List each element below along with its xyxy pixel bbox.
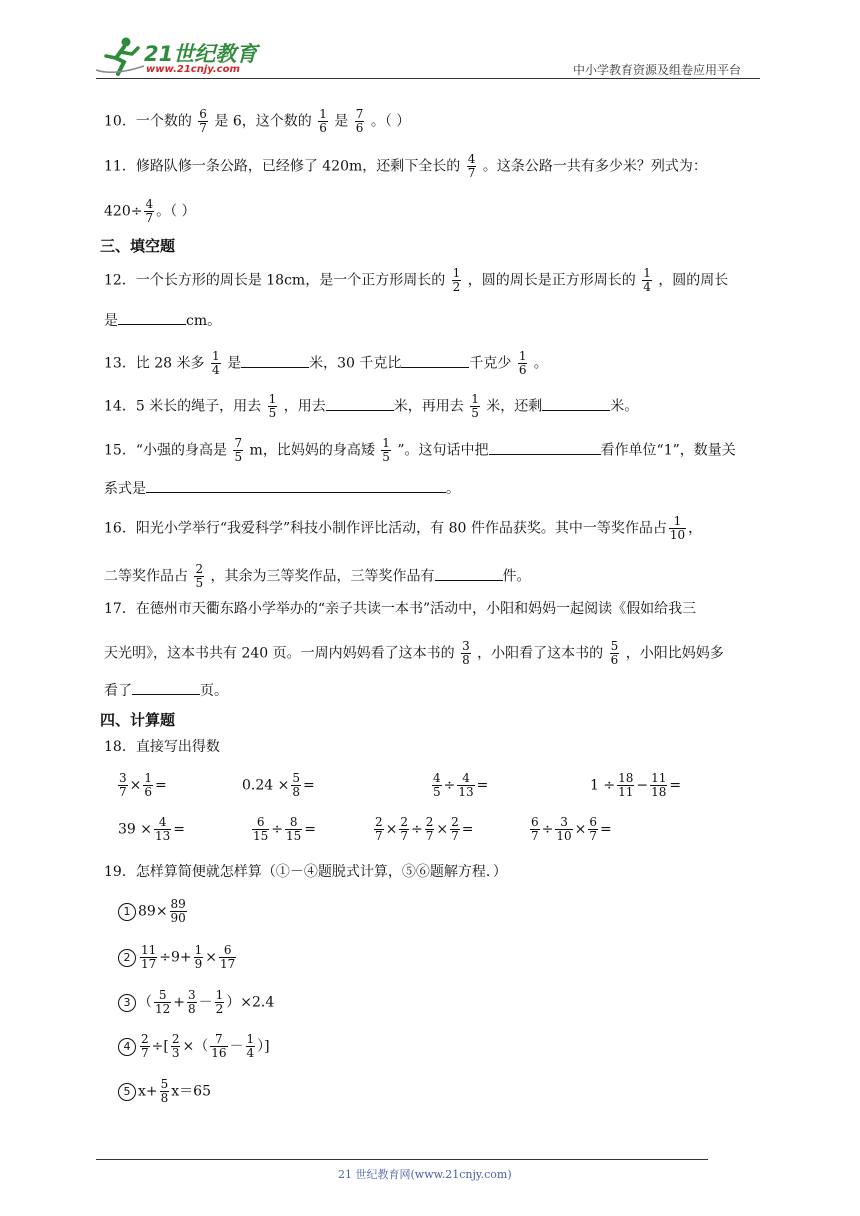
numerator: 2 [425, 815, 434, 829]
denominator: 8 [292, 785, 300, 799]
text-segment: ÷ [541, 821, 554, 838]
equation-item-5 [118, 1078, 211, 1105]
fraction [355, 108, 365, 135]
text-segment: ÷[ [151, 1038, 169, 1055]
answer-blank[interactable] [118, 310, 186, 325]
fraction [285, 816, 302, 843]
numerator: 4 [467, 152, 476, 166]
text-segment: － [198, 994, 213, 1011]
text-segment: ÷ [411, 821, 423, 838]
text-segment: 5 米长的绳子，用去 [135, 398, 262, 415]
text-segment: ÷ [603, 777, 616, 794]
text-segment: ，小阳看了这本书的 [477, 645, 604, 662]
text-segment: 米。 [610, 398, 639, 415]
text-segment: x+ [138, 1083, 158, 1100]
logo-sub-text: www.21cnjy.com [146, 64, 240, 75]
numerator: 1 [673, 514, 682, 528]
fraction [650, 772, 667, 799]
denominator: 8 [462, 653, 470, 667]
denominator: 7 [119, 785, 127, 799]
text-segment: 页。 [200, 683, 228, 699]
numerator: 2 [171, 1032, 180, 1046]
fraction [432, 772, 442, 799]
fraction [642, 267, 652, 294]
numerator: 3 [119, 771, 127, 785]
q-num: 10． [104, 113, 136, 130]
circled-number: 2 [118, 949, 136, 967]
text-segment: = [461, 821, 474, 838]
text-segment: = [303, 777, 315, 794]
numerator: 89 [170, 897, 186, 911]
numerator: 3 [560, 815, 568, 829]
question-15-line2 [104, 478, 460, 499]
question-16 [104, 515, 702, 542]
answer-blank[interactable] [326, 396, 394, 411]
numerator: 1 [215, 988, 224, 1002]
text-segment: ”。这句话中把 [397, 442, 489, 459]
fraction [215, 989, 225, 1016]
numerator: 18 [618, 771, 634, 785]
question-14 [104, 393, 638, 420]
fraction [588, 816, 598, 843]
text-segment: 15． [104, 442, 136, 459]
numerator: 1 [471, 392, 479, 406]
numerator: 5 [160, 1077, 169, 1091]
fraction [399, 816, 409, 843]
text-segment: = [304, 821, 317, 838]
fraction [210, 1033, 227, 1060]
calc-item [372, 816, 474, 843]
numerator: 11 [651, 771, 667, 785]
calc-item [430, 772, 488, 799]
answer-blank[interactable] [146, 478, 446, 493]
text-segment: = [173, 821, 186, 838]
numerator: 7 [215, 1032, 223, 1046]
circled-number: 4 [118, 1038, 136, 1056]
logo [94, 36, 259, 80]
fraction [154, 989, 171, 1016]
text-segment: − [636, 777, 649, 794]
denominator: 18 [651, 785, 667, 799]
text-segment: × [140, 821, 153, 838]
numerator: 1 [144, 771, 153, 785]
numerator: 7 [355, 107, 364, 121]
text-segment: × [385, 821, 398, 838]
denominator: 5 [382, 450, 390, 464]
text-segment: 12． [104, 272, 136, 289]
denominator: 7 [531, 829, 539, 843]
text-segment: （ [138, 994, 152, 1011]
numerator: 4 [433, 771, 441, 785]
text-segment: 在德州市天衢东路小学举办的“亲子共读一本书”活动中，小阳和妈妈一起阅读《假如给我三 [135, 601, 697, 617]
denominator: 2 [215, 1002, 224, 1016]
text-segment: 1 [590, 777, 599, 794]
answer-blank[interactable] [401, 353, 469, 368]
numerator: 1 [643, 266, 651, 280]
denominator: 2 [452, 280, 461, 294]
fraction [211, 350, 221, 377]
fraction [318, 108, 328, 135]
calc-item [118, 816, 185, 843]
denominator: 5 [234, 450, 243, 464]
calc-item [116, 772, 167, 799]
denominator: 7 [425, 829, 434, 843]
numerator: 1 [452, 266, 461, 280]
text-segment: × [574, 821, 587, 838]
numerator: 5 [158, 988, 167, 1002]
text-segment: = [476, 777, 489, 794]
answer-bracket[interactable]: 。（ ） [156, 203, 196, 220]
denominator: 90 [170, 911, 186, 925]
text-segment: 米，还剩 [486, 398, 543, 415]
denominator: 6 [144, 785, 153, 799]
question-15 [104, 437, 736, 464]
numerator: 1 [212, 349, 220, 363]
text-segment: 。 [446, 481, 460, 497]
text-segment: 怎样算简便就怎样算（①－④题脱式计算，⑤⑥题解方程．） [135, 864, 507, 880]
text-segment: － [229, 1038, 244, 1055]
text-segment: 件。 [502, 568, 531, 585]
question-19 [104, 862, 507, 882]
fraction [555, 816, 572, 843]
text-segment: ，用去 [283, 398, 326, 415]
fraction [233, 437, 243, 464]
text-segment: ，小阳比妈妈多 [625, 645, 724, 662]
fraction [252, 816, 269, 843]
denominator: 10 [669, 528, 686, 542]
fraction [118, 772, 128, 799]
simplify-item-1 [118, 898, 189, 925]
fraction [144, 198, 154, 225]
simplify-item-3 [118, 989, 274, 1016]
text-segment: ，圆的周长是正方形周长的 [467, 272, 636, 289]
fraction [617, 772, 634, 799]
denominator: 8 [188, 1002, 196, 1016]
text-segment: 一个长方形的周长是 18cm，是一个正方形周长的 [135, 272, 446, 289]
numerator: 1 [518, 349, 527, 363]
text-segment: 系式是 [104, 481, 146, 497]
denominator: 3 [171, 1046, 180, 1060]
footer-rule [96, 1159, 708, 1160]
fraction [160, 1078, 170, 1105]
text-segment: 39 [118, 821, 136, 838]
logo-main-text: 21世纪教育 [144, 42, 258, 66]
fraction [518, 350, 528, 377]
text-segment: 16． [104, 520, 136, 537]
calc-item [590, 772, 681, 799]
numerator: 2 [451, 815, 459, 829]
denominator: 7 [141, 1046, 149, 1060]
fraction [669, 515, 686, 542]
text-segment: 0.24 [242, 777, 274, 794]
text-segment: x＝65 [171, 1083, 211, 1100]
denominator: 15 [286, 829, 302, 843]
calc-item [250, 816, 316, 843]
denominator: 4 [246, 1046, 255, 1060]
text-segment: 是 [104, 313, 118, 329]
denominator: 7 [451, 829, 459, 843]
denominator: 7 [467, 166, 476, 180]
numerator: 6 [256, 815, 265, 829]
numerator: 4 [145, 197, 154, 211]
text-segment: “小强的身高是 [135, 442, 227, 459]
fraction [219, 944, 236, 971]
numerator: 3 [188, 988, 196, 1002]
text-segment: ÷ [271, 821, 284, 838]
text-segment: 看了 [104, 683, 132, 699]
text-segment: 比 28 米多 [135, 355, 205, 372]
text-segment: m，比妈妈的身高矮 [249, 442, 375, 459]
text-segment: 看作单位“1”，数量关 [600, 442, 736, 459]
numerator: 6 [589, 815, 598, 829]
numerator: 4 [462, 771, 470, 785]
section-title-calculation: 四、计算题 [100, 711, 176, 729]
fraction [381, 437, 391, 464]
circled-number: 5 [118, 1083, 136, 1101]
text-segment: ，圆的周长 [658, 272, 729, 289]
fraction [450, 816, 460, 843]
text-segment: × [129, 777, 142, 794]
denominator: 7 [199, 121, 207, 135]
text-segment: 11． [104, 158, 136, 175]
question-17-line3 [104, 680, 228, 701]
fraction [198, 108, 208, 135]
runner-logo-icon [94, 36, 146, 78]
fraction [467, 153, 477, 180]
fraction [194, 944, 204, 971]
text-segment: 米，再用去 [393, 398, 464, 415]
denominator: 5 [195, 576, 204, 590]
text-segment: 420÷ [104, 203, 143, 220]
text-segment: × [205, 949, 218, 966]
answer-blank[interactable] [241, 353, 309, 368]
denominator: 4 [212, 363, 220, 377]
numerator: 1 [194, 943, 203, 957]
fraction [530, 816, 540, 843]
question-11-line2 [104, 198, 196, 225]
denominator: 12 [155, 1002, 171, 1016]
fraction [461, 640, 471, 667]
denominator: 5 [268, 406, 277, 420]
denominator: 6 [355, 121, 364, 135]
text-segment: 。 [533, 355, 548, 372]
text-segment: × [436, 821, 449, 838]
calc-item [242, 772, 315, 799]
circled-number: 3 [118, 994, 136, 1012]
denominator: 7 [145, 211, 154, 225]
denominator: 15 [253, 829, 269, 843]
footer-text: 21 世纪教育网(www.21cnjy.com) [338, 1168, 512, 1181]
fraction [452, 267, 462, 294]
q-text: 修路队修一条公路，已经修了 420m，还剩下全长的 [135, 158, 461, 175]
numerator: 1 [246, 1032, 255, 1046]
question-13 [104, 350, 548, 377]
text-segment: ）×2.4 [226, 994, 275, 1011]
fraction [610, 640, 620, 667]
fraction [457, 772, 474, 799]
q-text: 一个数的 [135, 113, 192, 130]
simplify-item-2 [118, 944, 238, 971]
numerator: 2 [375, 815, 383, 829]
numerator: 11 [141, 943, 157, 957]
fraction [170, 898, 187, 925]
text-segment: 13． [104, 355, 136, 372]
numerator: 2 [400, 815, 409, 829]
denominator: 6 [610, 653, 619, 667]
denominator: 7 [589, 829, 598, 843]
text-segment: + [173, 994, 186, 1011]
text-segment: 天光明》，这本书共有 240 页。一周内妈妈看了这本书的 [104, 645, 455, 662]
denominator: 5 [471, 406, 479, 420]
question-10 [104, 108, 410, 135]
fraction [425, 816, 435, 843]
text-segment: 阳光小学举行“我爱科学”科技小制作评比活动，有 80 件作品获奖。其中一等奖作品占 [135, 520, 667, 537]
text-segment: ）] [257, 1038, 270, 1055]
denominator: 13 [155, 829, 171, 843]
text-segment: 89× [138, 903, 168, 920]
question-17-line2 [104, 640, 724, 667]
fraction [187, 989, 197, 1016]
denominator: 16 [211, 1046, 227, 1060]
text-segment: cm。 [186, 313, 222, 329]
numerator: 6 [531, 815, 539, 829]
section-title-fill-blank: 三、填空题 [100, 237, 176, 255]
question-17 [104, 599, 696, 619]
denominator: 17 [141, 957, 157, 971]
text-segment: 17． [104, 601, 136, 617]
text-segment: ， [688, 520, 703, 537]
denominator: 8 [160, 1091, 169, 1105]
denominator: 4 [643, 280, 651, 294]
circled-number: 1 [118, 903, 136, 921]
fraction [268, 393, 278, 420]
question-11 [104, 153, 707, 180]
platform-name: 中小学教育资源及组卷应用平台 [573, 63, 742, 77]
numerator: 1 [268, 392, 277, 406]
simplify-item-4 [118, 1033, 270, 1060]
answer-blank[interactable] [132, 680, 200, 695]
question-12-line2 [104, 310, 221, 331]
calc-item [528, 816, 612, 843]
text-segment: 是 [227, 355, 242, 372]
numerator: 6 [199, 107, 207, 121]
denominator: 10 [556, 829, 572, 843]
question-18 [104, 737, 220, 757]
text-segment: 18． [104, 739, 136, 755]
numerator: 8 [289, 815, 298, 829]
numerator: 3 [462, 639, 470, 653]
text-segment: 19． [104, 864, 136, 880]
text-segment: 米，30 千克比 [309, 355, 402, 372]
text-segment: ÷ [443, 777, 456, 794]
text-segment: ÷9+ [159, 949, 192, 966]
fraction [143, 772, 153, 799]
answer-blank[interactable] [489, 440, 601, 455]
fraction [246, 1033, 256, 1060]
numerator: 7 [234, 436, 243, 450]
fraction [291, 772, 301, 799]
text-segment: = [600, 821, 612, 838]
header-rule [96, 78, 760, 79]
denominator: 17 [220, 957, 236, 971]
fraction [140, 1033, 150, 1060]
numerator: 5 [610, 639, 619, 653]
fraction [374, 816, 384, 843]
numerator: 2 [141, 1032, 149, 1046]
numerator: 1 [319, 107, 327, 121]
text-segment: 直接写出得数 [135, 739, 220, 755]
question-12 [104, 267, 728, 294]
text-segment: 二等奖作品占 [104, 568, 188, 585]
numerator: 4 [158, 815, 167, 829]
text-segment: = [155, 777, 167, 794]
text-segment: 千克少 [469, 355, 512, 372]
text-segment: × [277, 777, 290, 794]
fraction [140, 944, 157, 971]
text-segment: ×（ [182, 1038, 209, 1055]
denominator: 5 [433, 785, 441, 799]
fraction [470, 393, 480, 420]
fraction [194, 563, 204, 590]
denominator: 6 [319, 121, 327, 135]
denominator: 7 [400, 829, 409, 843]
numerator: 6 [223, 943, 232, 957]
denominator: 7 [375, 829, 383, 843]
numerator: 5 [292, 771, 300, 785]
answer-blank[interactable] [435, 566, 503, 581]
denominator: 11 [618, 785, 634, 799]
denominator: 13 [458, 785, 474, 799]
text-segment: ，其余为三等奖作品，三等奖作品有 [210, 568, 435, 585]
answer-bracket[interactable]: 。（ ） [370, 113, 411, 130]
numerator: 2 [195, 562, 204, 576]
text-segment: 14． [104, 398, 136, 415]
answer-blank[interactable] [542, 396, 610, 411]
q-text: 。这条公路一共有多少米？列式为： [482, 158, 707, 175]
q-text: 是 [334, 113, 349, 130]
fraction [154, 816, 171, 843]
question-16-line2 [104, 563, 531, 590]
text-segment: = [669, 777, 682, 794]
denominator: 6 [518, 363, 527, 377]
fraction [171, 1033, 181, 1060]
numerator: 1 [382, 436, 390, 450]
q-text: 是 6，这个数的 [214, 113, 312, 130]
denominator: 9 [194, 957, 203, 971]
